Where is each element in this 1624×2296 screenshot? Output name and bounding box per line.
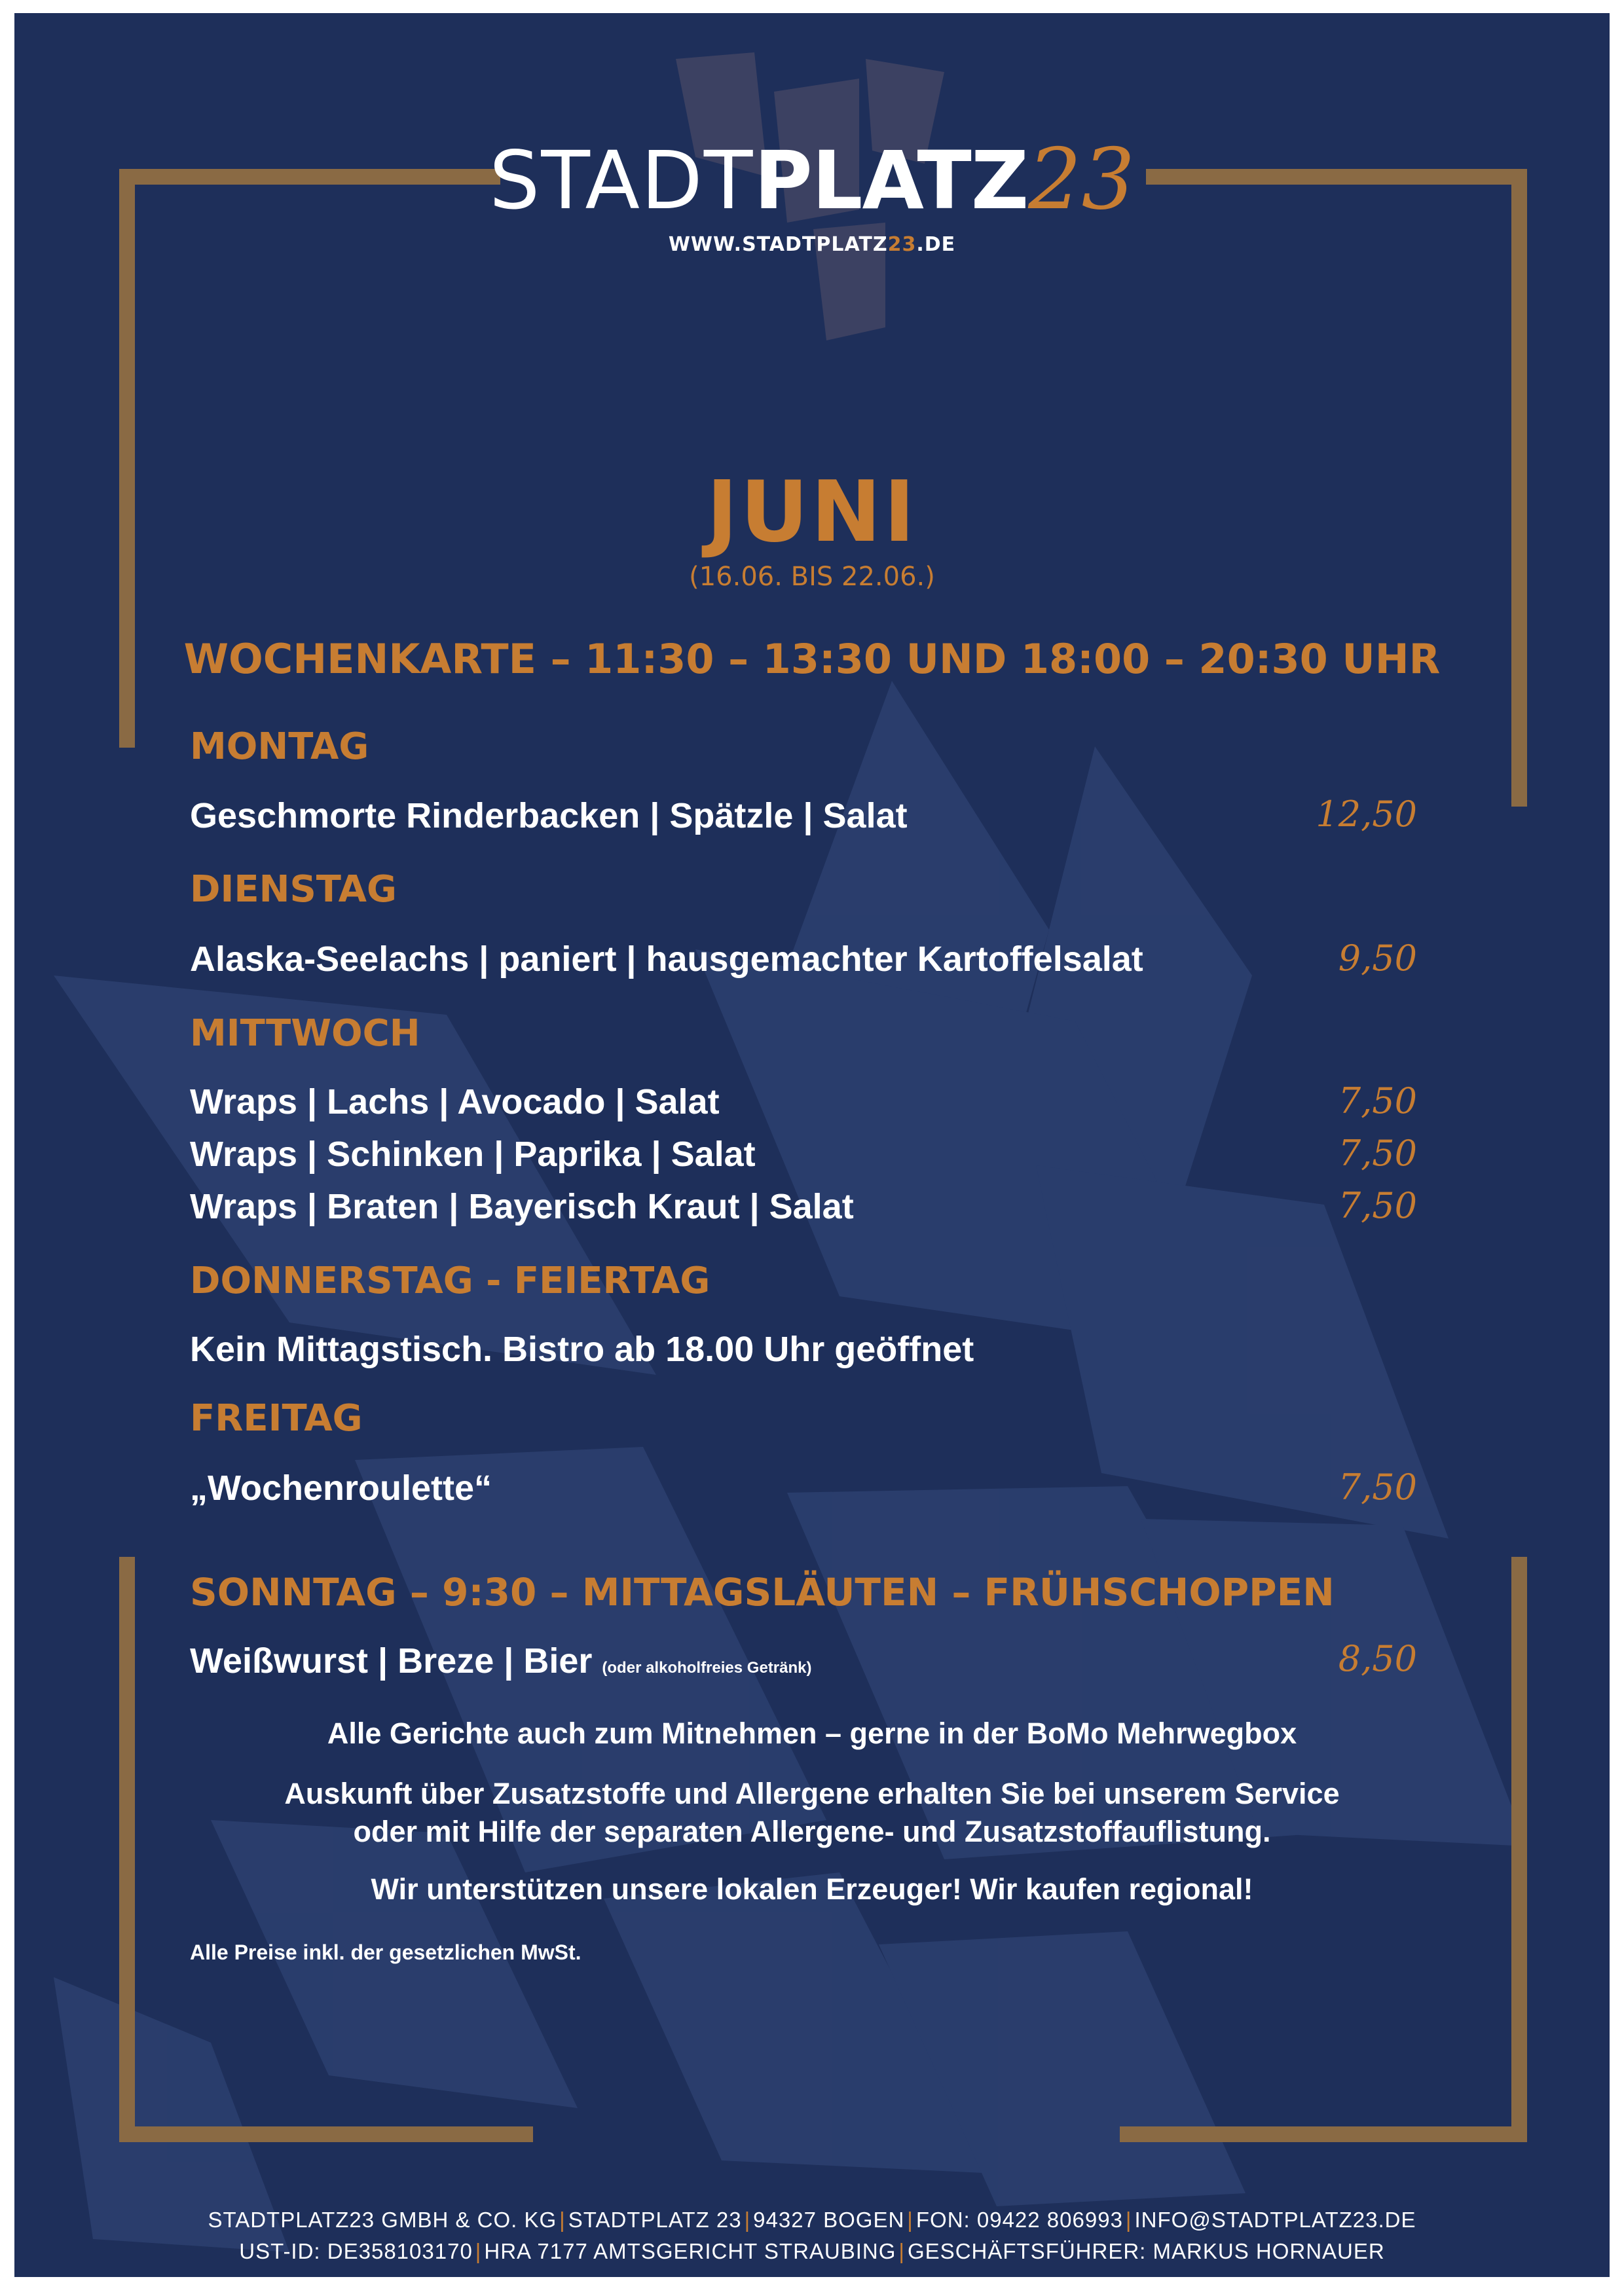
month-title: JUNI bbox=[706, 464, 918, 561]
menu-page bbox=[14, 13, 1610, 2277]
price: 7,50 bbox=[1338, 1467, 1417, 1508]
menu-item-sunday bbox=[190, 1641, 812, 1681]
footer-company: STADTPLATZ23 GMBH & CO. KG bbox=[208, 2208, 557, 2232]
logo-word-stadt: STADT bbox=[489, 134, 754, 227]
day-heading-dienstag: DIENSTAG bbox=[190, 868, 397, 911]
day-heading-mittwoch: MITTWOCH bbox=[190, 1012, 420, 1055]
logo-url-suffix: .DE bbox=[916, 233, 956, 256]
menu-item: Wraps | Braten | Bayerisch Kraut | Salat bbox=[190, 1187, 854, 1226]
day-heading-freitag: FREITAG bbox=[190, 1397, 363, 1440]
logo-word-platz: PLATZ bbox=[754, 134, 1029, 227]
logo-url-prefix: WWW.STADTPLATZ bbox=[668, 233, 888, 256]
logo bbox=[14, 131, 1610, 228]
price: 9,50 bbox=[1338, 938, 1417, 979]
logo-url bbox=[14, 233, 1610, 256]
menu-item: „Wochenroulette“ bbox=[190, 1468, 492, 1508]
menu-item: Alaska-Seelachs | paniert | hausgemachter Kartoffelsalat bbox=[190, 939, 1143, 979]
schedule-heading: WOCHENKARTE – 11:30 – 13:30 UND 18:00 – 20:30 UHR bbox=[183, 635, 1441, 683]
date-range: (16.06. BIS 22.06.) bbox=[689, 562, 935, 592]
takeaway-note: Alle Gerichte auch zum Mitnehmen – gerne in der BoMo Mehrwegbox bbox=[327, 1717, 1297, 1750]
price: 7,50 bbox=[1338, 1185, 1417, 1226]
vat-note: Alle Preise inkl. der gesetzlichen MwSt. bbox=[190, 1941, 581, 1964]
footer-email: INFO@STADTPLATZ23.DE bbox=[1134, 2208, 1416, 2232]
price: 7,50 bbox=[1338, 1080, 1417, 1121]
price: 7,50 bbox=[1338, 1133, 1417, 1174]
footer-street: STADTPLATZ 23 bbox=[568, 2208, 742, 2232]
logo-url-number: 23 bbox=[887, 233, 917, 256]
menu-item: Kein Mittagstisch. Bistro ab 18.00 Uhr geöffnet bbox=[190, 1330, 974, 1369]
allergen-note-line2: oder mit Hilfe der separaten Allergene- und Zusatzstoffauflistung. bbox=[353, 1815, 1271, 1848]
regional-note: Wir unterstützen unsere lokalen Erzeuger! Wir kaufen regional! bbox=[371, 1872, 1253, 1906]
sunday-dish-note: (oder alkoholfreies Getränk) bbox=[602, 1659, 812, 1677]
price: 12,50 bbox=[1316, 793, 1417, 835]
footer-line-1: STADTPLATZ23 GMBH & CO. KG | STADTPLATZ 23 | 94327 BOGEN | FON: 09422 806993 | INFO@STADTPLATZ23.DE bbox=[208, 2208, 1416, 2232]
menu-item: Wraps | Schinken | Paprika | Salat bbox=[190, 1135, 756, 1174]
sunday-dish: Weißwurst | Breze | Bier bbox=[190, 1641, 593, 1681]
footer-city: 94327 BOGEN bbox=[753, 2208, 905, 2232]
footer-line-2: UST-ID: DE358103170 | HRA 7177 AMTSGERICHT STRAUBING | GESCHÄFTSFÜHRER: MARKUS HORNAUER bbox=[239, 2239, 1385, 2263]
footer-register: HRA 7177 AMTSGERICHT STRAUBING bbox=[484, 2239, 896, 2263]
day-heading-montag: MONTAG bbox=[190, 725, 369, 768]
menu-item: Wraps | Lachs | Avocado | Salat bbox=[190, 1082, 720, 1121]
lozenge-pattern bbox=[54, 681, 1527, 2252]
day-heading-donnerstag: DONNERSTAG - FEIERTAG bbox=[190, 1260, 710, 1302]
allergen-note-line1: Auskunft über Zusatzstoffe und Allergene erhalten Sie bei unserem Service bbox=[284, 1777, 1340, 1810]
footer-manager: GESCHÄFTSFÜHRER: MARKUS HORNAUER bbox=[908, 2239, 1385, 2263]
price: 8,50 bbox=[1338, 1638, 1417, 1679]
day-heading-sonntag: SONNTAG – 9:30 – MITTAGSLÄUTEN – FRÜHSCHOPPEN bbox=[190, 1570, 1335, 1614]
footer-vat-id: UST-ID: DE358103170 bbox=[239, 2239, 473, 2263]
menu-item: Geschmorte Rinderbacken | Spätzle | Salat bbox=[190, 796, 908, 835]
footer-phone: FON: 09422 806993 bbox=[915, 2208, 1123, 2232]
logo-number: 23 bbox=[1028, 131, 1135, 228]
